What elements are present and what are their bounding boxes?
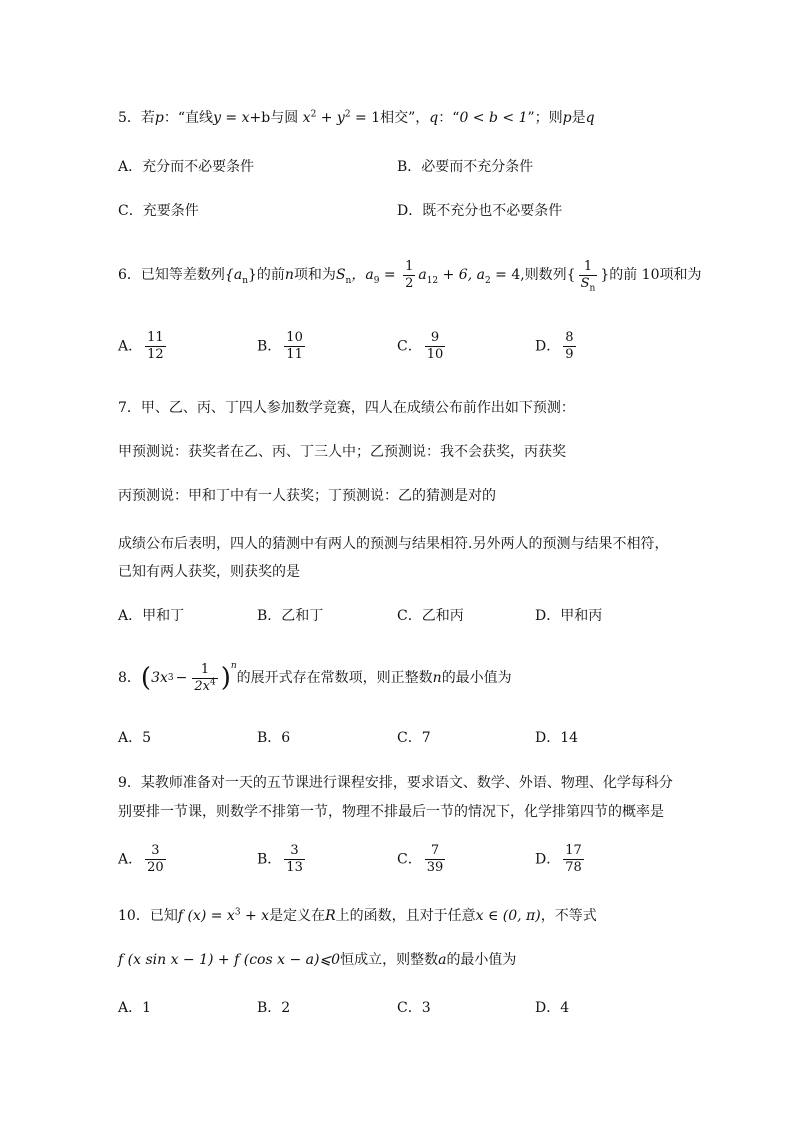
q8-option-a[interactable]: A．5 bbox=[118, 730, 152, 746]
q5-option-d[interactable]: D．既不充分也不必要条件 bbox=[397, 203, 563, 219]
q8-option-d[interactable]: D．14 bbox=[535, 730, 579, 746]
q7-line-1: 7．甲、乙、丙、丁四人参加数学竞赛，四人在成绩公布前作出如下预测： bbox=[118, 400, 575, 416]
q6-option-b[interactable]: B． $\frac{10}{11}$ bbox=[257, 330, 303, 362]
q10-option-a[interactable]: A．1 bbox=[118, 1000, 152, 1016]
q9-line-2: 别要排一节课，则数学不排第一节，物理不排最后一节的情况下，化学排第四节的概率是 bbox=[118, 804, 664, 820]
q10-number: 10．已知 bbox=[118, 908, 178, 924]
q6-stem: 6．已知等差数列$\{a_n\}$的前n项和为$S_n$，$a_9$ = $\frac{1}{2}$ $a_{12} + 6$, $a_2 = 4$,则数列{ $\frac{1}{S_n}$ }的前 10项和为 bbox=[118, 258, 702, 294]
q10-option-b[interactable]: B．2 bbox=[257, 1000, 291, 1016]
q6-number: 6． bbox=[118, 267, 141, 283]
q9-option-d[interactable]: D． $\frac{17}{78}$ bbox=[535, 843, 582, 875]
q5-option-c[interactable]: C．充要条件 bbox=[118, 203, 199, 219]
q7-option-b[interactable]: B．乙和丁 bbox=[257, 608, 324, 624]
q6-option-d[interactable]: D． $\frac{8}{9}$ bbox=[535, 330, 574, 362]
q6-option-a[interactable]: A． $\frac{11}{12}$ bbox=[118, 330, 164, 362]
q7-line-4: 成绩公布后表明，四人的猜测中有两人的预测与结果相符.另外两人的预测与结果不相符， bbox=[118, 536, 669, 552]
q5-number: 5． bbox=[118, 110, 141, 126]
q7-line-2: 甲预测说：获奖者在乙、丙、丁三人中；乙预测说：我不会获奖，丙获奖 bbox=[118, 444, 566, 460]
q9-option-c[interactable]: C． $\frac{7}{39}$ bbox=[397, 843, 444, 875]
q7-option-c[interactable]: C．乙和丙 bbox=[397, 608, 464, 624]
q9-line-1: 9．某教师准备对一天的五节课进行课程安排，要求语文、数学、外语、物理、化学每科分 bbox=[118, 775, 673, 791]
q10-option-c[interactable]: C．3 bbox=[397, 1000, 431, 1016]
q8-option-c[interactable]: C．7 bbox=[397, 730, 431, 746]
q6-reciprocal-fraction: $\frac{1}{S_n}$ bbox=[580, 258, 596, 294]
q8-option-b[interactable]: B．6 bbox=[257, 730, 291, 746]
q10-stem-line-1: 10．已知f $(x) = x^3 + x$是定义在R上的函数，且对于任意x ∈ (0, π)，不等式 bbox=[118, 907, 597, 924]
q6-half-fraction: $\frac{1}{2}$ bbox=[405, 258, 414, 291]
q8-number: 8． bbox=[118, 670, 141, 686]
q7-line-3: 丙预测说：甲和丁中有一人获奖；丁预测说：乙的猜测是对的 bbox=[118, 488, 496, 504]
q7-option-d[interactable]: D．甲和丙 bbox=[535, 608, 603, 624]
q5-option-a[interactable]: A．充分而不必要条件 bbox=[118, 159, 255, 175]
q5-option-b[interactable]: B．必要而不充分条件 bbox=[397, 159, 534, 175]
q8-binomial-expression: ( 3x 3 − $\frac{1}{2x^4}$ ) $^n$ bbox=[140, 661, 237, 694]
q10-option-d[interactable]: D．4 bbox=[535, 1000, 570, 1016]
q5-stem: 5．若p：“直线y = x+b与圆 $x^2 + y^2 = 1$相交”，q：“0 < b < 1”；则p是q bbox=[118, 109, 595, 126]
q9-option-b[interactable]: B． $\frac{3}{13}$ bbox=[257, 843, 303, 875]
q9-option-a[interactable]: A． $\frac{3}{20}$ bbox=[118, 843, 164, 875]
q10-stem-line-2: f (x sin x − 1) + f (cos x − a)⩽0恒成立，则整数a的最小值为 bbox=[118, 952, 517, 968]
q7-line-5: 已知有两人获奖，则获奖的是 bbox=[118, 564, 300, 580]
q8-stem: 8． ( 3x 3 − $\frac{1}{2x^4}$ ) $^n$ 的展开式存在常数项，则正整数n的最小值为 bbox=[118, 658, 512, 698]
q7-option-a[interactable]: A．甲和丁 bbox=[118, 608, 185, 624]
q6-option-c[interactable]: C． $\frac{9}{10}$ bbox=[397, 330, 444, 362]
